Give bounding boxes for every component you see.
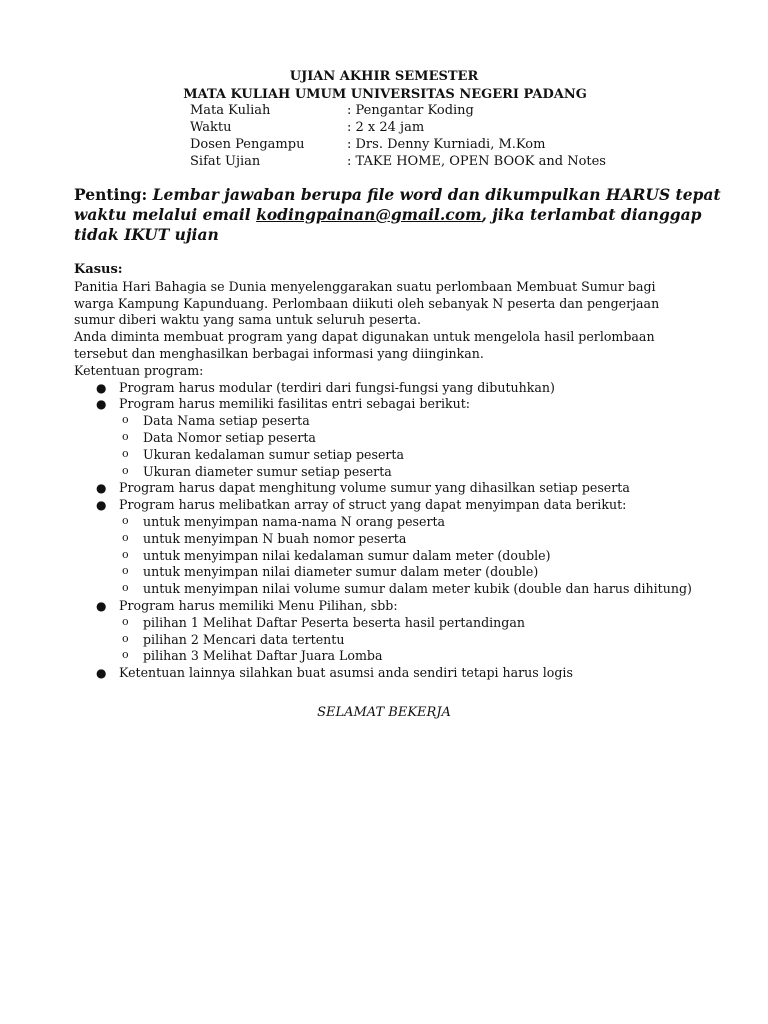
sub-list-item [119,531,694,548]
info-key: Sifat Ujian [190,154,261,169]
list-item [74,497,694,598]
info-row-lecturer [190,136,606,153]
circle-bullet-icon: o [122,581,129,595]
bullet-icon: ● [96,498,107,513]
case-paragraph-1: Panitia Hari Bahagia se Dunia menyelenggarakan suatu perlombaan Membuat Sumur bagi warga Kampung Kapunduang. Perlombaan diikuti oleh sebanyak N peserta dan pengerjaan sumur diberi waktu yang sama untuk seluruh peserta. [74,278,660,328]
sub-list-item-text: untuk menyimpan N buah nomor peserta [143,530,407,546]
circle-bullet-icon: o [122,463,129,477]
circle-bullet-icon: o [122,631,129,645]
list-item [74,665,694,682]
sub-list-item [119,564,694,581]
sub-list-item [119,615,694,632]
case-heading: Kasus: [74,262,123,277]
info-value: : TAKE HOME, OPEN BOOK and Notes [347,154,606,169]
requirements-label: Ketentuan program: [74,362,204,378]
list-item [74,380,694,397]
document-header [0,68,768,104]
sub-list-item-text: Data Nomor setiap peserta [143,429,316,445]
circle-bullet-icon: o [122,413,129,427]
bullet-icon: ● [96,397,107,412]
closing-text: SELAMAT BEKERJA [317,705,451,720]
sub-list [119,615,694,665]
sub-list-item-text: pilihan 2 Mencari data tertentu [143,631,345,647]
circle-bullet-icon: o [122,429,129,443]
sub-list [119,514,694,598]
info-value: : 2 x 24 jam [347,120,425,135]
important-notice [74,185,724,245]
bullet-icon: ● [96,380,107,395]
sub-list-item [119,548,694,565]
important-text-after: , jika terlambat dianggap tidak IKUT ujian [74,205,702,244]
circle-bullet-icon: o [122,564,129,578]
case-section [74,262,694,682]
sub-list-item [119,447,694,464]
sub-list-item-text: pilihan 1 Melihat Daftar Peserta beserta hasil pertandingan [143,614,525,630]
info-key: Mata Kuliah [190,103,271,118]
sub-list-item-text: pilihan 3 Melihat Daftar Juara Lomba [143,648,383,664]
info-key: Waktu [190,120,232,135]
list-item-text: Program harus modular (terdiri dari fungsi-fungsi yang dibutuhkan) [119,379,555,395]
circle-bullet-icon: o [122,614,129,628]
exam-info-table [190,102,606,170]
sub-list [119,413,694,480]
info-row-time [190,119,606,136]
sub-list-item [119,514,694,531]
exam-subtitle: MATA KULIAH UMUM UNIVERSITAS NEGERI PADANG [183,87,587,102]
info-value: : Drs. Denny Kurniadi, M.Kom [347,137,546,152]
circle-bullet-icon: o [122,446,129,460]
sub-list-item [119,648,694,665]
sub-list-item [119,430,694,447]
circle-bullet-icon: o [122,648,129,662]
case-paragraph-2: Anda diminta membuat program yang dapat digunakan untuk mengelola hasil perlombaan tersebut dan menghasilkan berbagai informasi yang diinginkan. [74,329,655,361]
sub-list-item [119,464,694,481]
bullet-icon: ● [96,666,107,681]
circle-bullet-icon: o [122,547,129,561]
exam-title: UJIAN AKHIR SEMESTER [289,69,479,84]
info-key: Dosen Pengampu [190,137,305,152]
info-value: : Pengantar Koding [347,103,474,118]
sub-list-item [119,581,694,598]
email-link[interactable]: kodingpainan@gmail.com [256,205,482,224]
sub-list-item-text: Ukuran diameter sumur setiap peserta [143,463,392,479]
important-text: Lembar jawaban berupa file word dan dikumpulkan HARUS tepat waktu melalui email [74,185,721,224]
sub-list-item [119,632,694,649]
circle-bullet-icon: o [122,513,129,527]
bullet-icon: ● [96,598,107,613]
bullet-icon: ● [96,481,107,496]
list-item-text: Program harus dapat menghitung volume sumur yang dihasilkan setiap peserta [119,480,630,496]
sub-list-item-text: Data Nama setiap peserta [143,413,310,429]
info-row-course [190,102,606,119]
list-item [74,480,694,497]
sub-list-item-text: Ukuran kedalaman sumur setiap peserta [143,446,405,462]
list-item [74,396,694,480]
list-item-text: Ketentuan lainnya silahkan buat asumsi anda sendiri tetapi harus logis [119,665,573,681]
requirements-list [74,380,694,682]
sub-list-item-text: untuk menyimpan nilai kedalaman sumur dalam meter (double) [143,547,551,563]
sub-list-item-text: untuk menyimpan nama-nama N orang peserta [143,513,446,529]
circle-bullet-icon: o [122,530,129,544]
sub-list-item-text: untuk menyimpan nilai diameter sumur dalam meter (double) [143,564,539,580]
list-item-text: Program harus memiliki Menu Pilihan, sbb: [119,597,398,613]
list-item [74,598,694,665]
list-item-text: Program harus melibatkan array of struct yang dapat menyimpan data berikut: [119,497,627,513]
sub-list-item [119,413,694,430]
important-label: Penting: [74,185,148,204]
list-item-text: Program harus memiliki fasilitas entri sebagai berikut: [119,396,471,412]
sub-list-item-text: untuk menyimpan nilai volume sumur dalam meter kubik (double dan harus dihitung) [143,581,692,597]
info-row-exam-type [190,153,606,170]
